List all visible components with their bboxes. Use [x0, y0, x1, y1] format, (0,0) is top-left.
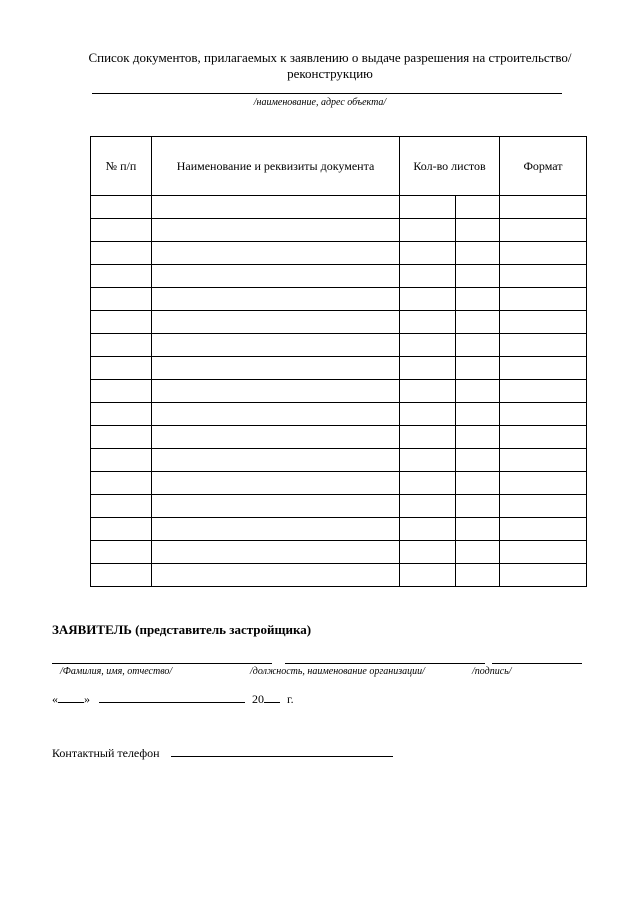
- table-row: [91, 334, 587, 357]
- cell-document-name[interactable]: [152, 265, 400, 288]
- cell-document-name[interactable]: [152, 403, 400, 426]
- cell-number[interactable]: [91, 426, 152, 449]
- cell-sheet-count-extra[interactable]: [456, 288, 500, 311]
- cell-sheet-count[interactable]: [400, 265, 456, 288]
- cell-number[interactable]: [91, 311, 152, 334]
- table-row: [91, 564, 587, 587]
- cell-sheet-count-extra[interactable]: [456, 265, 500, 288]
- table-row: [91, 541, 587, 564]
- table-row: [91, 380, 587, 403]
- cell-number[interactable]: [91, 334, 152, 357]
- cell-number[interactable]: [91, 449, 152, 472]
- applicant-heading: ЗАЯВИТЕЛЬ (представитель застройщика): [52, 622, 312, 637]
- cell-number[interactable]: [91, 518, 152, 541]
- cell-sheet-count-extra[interactable]: [456, 196, 500, 219]
- table-row: [91, 449, 587, 472]
- signature-line[interactable]: [492, 663, 582, 664]
- object-address-caption: /наименование, адрес объекта/: [253, 97, 387, 108]
- cell-format[interactable]: [500, 403, 587, 426]
- date-row: [52, 690, 294, 707]
- position-caption: /должность, наименование организации/: [250, 666, 425, 677]
- table-row: [91, 242, 587, 265]
- table-row: [91, 495, 587, 518]
- cell-sheet-count-extra[interactable]: [456, 357, 500, 380]
- cell-number[interactable]: [91, 403, 152, 426]
- fio-caption: /Фамилия, имя, отчество/: [60, 666, 173, 677]
- cell-sheet-count[interactable]: [400, 334, 456, 357]
- header-format: Формат: [500, 137, 587, 196]
- cell-sheet-count-extra[interactable]: [456, 403, 500, 426]
- cell-document-name[interactable]: [152, 219, 400, 242]
- cell-number[interactable]: [91, 265, 152, 288]
- cell-format[interactable]: [500, 265, 587, 288]
- cell-document-name[interactable]: [152, 288, 400, 311]
- cell-format[interactable]: [500, 311, 587, 334]
- cell-format[interactable]: [500, 380, 587, 403]
- cell-sheet-count-extra[interactable]: [456, 334, 500, 357]
- cell-document-name[interactable]: [152, 334, 400, 357]
- table-row: [91, 518, 587, 541]
- cell-sheet-count[interactable]: [400, 518, 456, 541]
- cell-format[interactable]: [500, 449, 587, 472]
- cell-number[interactable]: [91, 541, 152, 564]
- cell-sheet-count[interactable]: [400, 541, 456, 564]
- cell-document-name[interactable]: [152, 242, 400, 265]
- cell-document-name[interactable]: [152, 518, 400, 541]
- header-number: № п/п: [91, 137, 152, 196]
- cell-document-name[interactable]: [152, 357, 400, 380]
- cell-sheet-count-extra[interactable]: [456, 380, 500, 403]
- cell-sheet-count-extra[interactable]: [456, 242, 500, 265]
- cell-sheet-count[interactable]: [400, 449, 456, 472]
- cell-sheet-count-extra[interactable]: [456, 564, 500, 587]
- cell-format[interactable]: [500, 334, 587, 357]
- table-row: [91, 265, 587, 288]
- cell-format[interactable]: [500, 495, 587, 518]
- cell-sheet-count-extra[interactable]: [456, 219, 500, 242]
- phone-row: [52, 744, 393, 761]
- cell-sheet-count-extra[interactable]: [456, 426, 500, 449]
- cell-document-name[interactable]: [152, 311, 400, 334]
- year-blank[interactable]: [264, 690, 280, 703]
- object-address-line[interactable]: [92, 93, 562, 94]
- cell-document-name[interactable]: [152, 196, 400, 219]
- phone-label: Контактный телефон: [52, 746, 160, 760]
- cell-sheet-count-extra[interactable]: [456, 518, 500, 541]
- cell-format[interactable]: [500, 426, 587, 449]
- title-line-2: реконструкцию: [287, 66, 373, 81]
- table-row: [91, 311, 587, 334]
- cell-number[interactable]: [91, 242, 152, 265]
- cell-sheet-count[interactable]: [400, 495, 456, 518]
- position-line[interactable]: [285, 663, 485, 664]
- cell-format[interactable]: [500, 219, 587, 242]
- cell-format[interactable]: [500, 196, 587, 219]
- cell-format[interactable]: [500, 541, 587, 564]
- cell-document-name[interactable]: [152, 495, 400, 518]
- year-prefix: 20: [252, 692, 264, 706]
- cell-number[interactable]: [91, 357, 152, 380]
- cell-document-name[interactable]: [152, 380, 400, 403]
- cell-document-name[interactable]: [152, 564, 400, 587]
- phone-blank[interactable]: [171, 744, 393, 757]
- cell-sheet-count[interactable]: [400, 311, 456, 334]
- cell-number[interactable]: [91, 380, 152, 403]
- cell-number[interactable]: [91, 288, 152, 311]
- date-open-quote: «: [52, 692, 58, 706]
- cell-sheet-count-extra[interactable]: [456, 472, 500, 495]
- cell-format[interactable]: [500, 242, 587, 265]
- cell-document-name[interactable]: [152, 449, 400, 472]
- table-row: [91, 288, 587, 311]
- cell-format[interactable]: [500, 288, 587, 311]
- table-row: [91, 472, 587, 495]
- cell-format[interactable]: [500, 357, 587, 380]
- table-header-row: [91, 137, 587, 196]
- table-row: [91, 426, 587, 449]
- cell-sheet-count[interactable]: [400, 564, 456, 587]
- cell-number[interactable]: [91, 219, 152, 242]
- header-sheet-count: Кол-во листов: [400, 137, 500, 196]
- cell-sheet-count[interactable]: [400, 403, 456, 426]
- document-title: [70, 50, 590, 82]
- cell-format[interactable]: [500, 518, 587, 541]
- cell-sheet-count[interactable]: [400, 472, 456, 495]
- cell-number[interactable]: [91, 196, 152, 219]
- cell-sheet-count-extra[interactable]: [456, 541, 500, 564]
- cell-sheet-count[interactable]: [400, 357, 456, 380]
- cell-document-name[interactable]: [152, 541, 400, 564]
- cell-document-name[interactable]: [152, 472, 400, 495]
- documents-table: [90, 136, 587, 587]
- cell-sheet-count[interactable]: [400, 288, 456, 311]
- month-blank[interactable]: [99, 690, 245, 703]
- cell-sheet-count[interactable]: [400, 219, 456, 242]
- table-row: [91, 357, 587, 380]
- cell-document-name[interactable]: [152, 426, 400, 449]
- cell-number[interactable]: [91, 472, 152, 495]
- cell-format[interactable]: [500, 472, 587, 495]
- title-line-1: Список документов, прилагаемых к заявлению о выдаче разрешения на строительство/: [88, 50, 572, 65]
- cell-sheet-count-extra[interactable]: [456, 311, 500, 334]
- day-blank[interactable]: [58, 690, 84, 703]
- year-suffix: г.: [287, 692, 294, 706]
- cell-number[interactable]: [91, 564, 152, 587]
- date-close-quote: »: [84, 692, 90, 706]
- table-row: [91, 403, 587, 426]
- cell-sheet-count-extra[interactable]: [456, 449, 500, 472]
- table-row: [91, 196, 587, 219]
- cell-sheet-count[interactable]: [400, 196, 456, 219]
- cell-sheet-count[interactable]: [400, 242, 456, 265]
- cell-number[interactable]: [91, 495, 152, 518]
- fio-line[interactable]: [52, 663, 272, 664]
- table-body: [91, 196, 587, 587]
- table-row: [91, 219, 587, 242]
- cell-format[interactable]: [500, 564, 587, 587]
- cell-sheet-count[interactable]: [400, 426, 456, 449]
- signature-caption: /подпись/: [472, 666, 512, 677]
- cell-sheet-count[interactable]: [400, 380, 456, 403]
- cell-sheet-count-extra[interactable]: [456, 495, 500, 518]
- header-document-name: Наименование и реквизиты документа: [152, 137, 400, 196]
